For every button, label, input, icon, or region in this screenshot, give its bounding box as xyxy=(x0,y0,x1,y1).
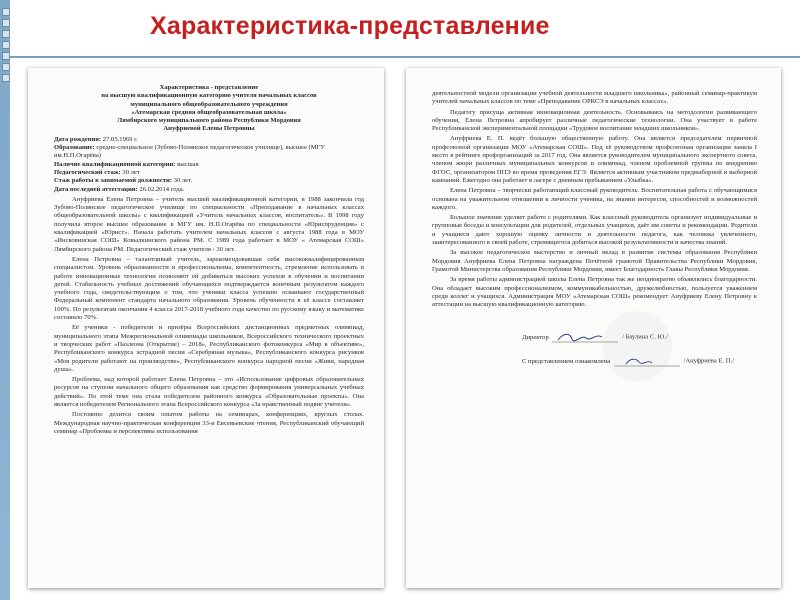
decorative-left-bar xyxy=(0,0,10,600)
body-paragraph: За время работы администрацией школы Елена Петровна так же неоднократно объявлялись благодарности. Она обладает высоким профессионализмом, коммуникабельностью, дружелюбностью, пользуется уважением среди коллег и учащихся. Администрация МОУ «Атемарская СОШ» рекомендует Ануфриеву Елену Петровну к аттестации на высшую квалификационную категорию. xyxy=(432,276,757,309)
document-body xyxy=(54,196,364,436)
body-paragraph: Проблема, над которой работает Елена Петровна – это «Использование цифровых образовательных ресурсов на ступени начального общего образования как средство формирования универсальных учебных действий». По этой теме она стала победителем районного конкурса «Образовательные проекты». Она является победителем Регионального этапа Всероссийского конкурса «За нравственный подвиг учителя». xyxy=(54,376,364,408)
field-label: Дата последней аттестации: xyxy=(54,185,138,193)
field-label: Дата рождения: xyxy=(54,135,102,143)
field-birth-date xyxy=(54,136,364,144)
director-label: Директор xyxy=(522,333,549,341)
field-label: Наличие квалификационной категории: xyxy=(54,160,176,168)
field-value: высшая xyxy=(175,160,199,168)
body-paragraph: Постоянно делится своим опытом работы на семинарах, конференциях, круглых столах. Международная научно-практическая конференция 33-и Евсевьевские чтения, Республиканский обучающий семинар «Проблемы и перспективы использования xyxy=(54,411,364,435)
body-paragraph: Елена Петровна – творчески работающий классный руководитель. Воспитательная работа с обучающимися основана на уважительном отношении к личности ученика, на знании интересов, способностей и возможностей каждого. xyxy=(432,187,757,211)
field-value: средне-специальное (Зубово-Полянское педагогическое училище), высшее (МГУ им.Н.П.Огарёва) xyxy=(54,144,326,160)
body-paragraph: Ануфриева Е. П. ведёт большую общественную работу. Она является председателем первичной профсоюзной организации МОУ «Атемарская СОШ». Под её руководством профсоюзная организация заняла I место в рейтинге профорганизаций за 2017 год. Она является руководителем муниципального экспертного совета, членом жюри различных муниципальных конкурсов и олимпиад, членом проблемной группы по внедрению ФГОС, организатором ППЭ во время проведения ЕГЭ. Является активным участником предвыборной и выборной кампаний. Ежегодно она работает в лагере с дневным пребыванием «Улыбка». xyxy=(432,135,757,184)
header-line: муниципального общеобразовательного учреждения xyxy=(130,100,288,108)
field-position-experience xyxy=(54,177,364,185)
document-body xyxy=(432,90,757,309)
field-label: Педагогический стаж: xyxy=(54,168,121,176)
body-paragraph: деятельностной модели организации учебной деятельности младшего школьника», районный семинар-практикум учителей начальных классов по теме «Преподавание ОРКСЭ в начальных классах». xyxy=(432,90,757,106)
document-page-right xyxy=(406,68,781,588)
field-experience xyxy=(54,169,364,177)
acknowledgement-line xyxy=(432,355,757,367)
body-paragraph: Ануфриева Елена Петровна – учитель высшей квалификационной категории, в 1988 закончила год Зубово-Полянское педагогическое училище по специальности «Преподавание в начальных классах общеобразовательной школы» с квалификацией «Учитель начальных классов, воспитатель». В 1998 году получила второе высшее образование в МГУ им. Н.П.Огарёва по специальности «Юриспруденция» с квалификацией «Юрист». Начала работать учителем начальных классов с августа 1988 года в МОУ «Инсковинская СОШ» Ковылкинского района РМ. С 1989 года работает в МОУ « Атемарская СОШ» Лямбирского района РМ. Педагогический стаж учителя - 30 лет. xyxy=(54,195,364,253)
document-header xyxy=(54,84,364,134)
field-label: Образование: xyxy=(54,144,95,152)
personal-fields xyxy=(54,136,364,194)
director-name: / Баулина С. Ю./ xyxy=(622,333,668,341)
header-line: Лямбирского муниципального района Республики Мордовия xyxy=(117,117,301,125)
header-line: Ануфриевой Елены Петровны xyxy=(163,125,255,133)
field-education xyxy=(54,144,364,161)
field-value: 30 лет. xyxy=(172,177,193,185)
director-signature-line xyxy=(432,331,757,343)
body-paragraph: Большое значение уделяет работе с родителями. Как классный руководитель организует индивидуальные и групповые беседы и консультации для родителей, отдельных учащихся, даёт им советы и рекомендации. Родители и учащиеся дают хорошую оценку личности и деятельности педагога, как человека увлеченного, заинтересованного в своей работе, стремящегося добиться высокой результативности и качества знаний. xyxy=(432,214,757,247)
header-line: на высшую квалификационную категорию учителя начальных классов xyxy=(101,92,317,100)
field-label: Стаж работы в занимаемой должности: xyxy=(54,177,172,185)
field-value: 27.05.1969 г. xyxy=(101,135,138,143)
slide-title: Характеристика-представление xyxy=(150,12,550,40)
header-line: «Атемарская средняя общеобразовательная школа» xyxy=(131,108,287,116)
stamp-seal xyxy=(602,311,672,381)
field-last-attestation xyxy=(54,186,364,194)
signature-scribble xyxy=(612,355,682,367)
signature-block xyxy=(432,331,757,367)
title-divider xyxy=(10,56,800,58)
decorative-squares xyxy=(2,8,9,85)
ack-name: /Ануфриева Е. П./ xyxy=(683,357,734,365)
ack-label: С представлением ознакомлена xyxy=(522,357,611,365)
field-value: 30 лет xyxy=(120,168,140,176)
field-category xyxy=(54,161,364,169)
body-paragraph: Её ученики - победители и призёры Всероссийских дистанционных предметных олимпиад, муниципального этапа Межрегиональной олимпиады школьников, Всероссийского технического проектных и творческих работ «Пазлеона (Открытие) – 2018», Республиканского фотоконкурса «Мир в объективе», Республиканского конкурса эстрадной песни «Серебряная музыка», Республиканского конкурса рисунков «Моя родители работают на производстве», Республиканского конкурса народной песни «Живи, народная душа». xyxy=(54,324,364,373)
body-paragraph: За высокое педагогическое мастерство и личный вклад в развитие системы образования Республики Мордовия Ануфриева Елена Петровна награждена Почётной грамотой Правительства Республики Мордовия, Грамотой Министерства образования Республики Мордовия, имеет Благодарность Главы Республики Мордовия. xyxy=(432,249,757,273)
document-page-left xyxy=(28,68,384,588)
field-value: 26.02.2014 года. xyxy=(137,185,185,193)
body-paragraph: Педагогу присуща активная инновационная деятельность. Основываясь на методологии развивающего обучения, Елена Петровна апробирует различные педагогические технологии. Она участвует в работе Республиканской экспериментальной площадки «Трудовое воспитание младших школьников». xyxy=(432,108,757,133)
header-line: Характеристика - представление xyxy=(159,84,259,91)
body-paragraph: Елена Петровна – талантливый учитель, зарекомендовавшая себя высококвалифицированным специалистом. Уровень образованности и профессионализма, компетентность, стремление использовать в работе инновационные технологии позволяют ей добиваться высоких успехов в обучении и воспитании детей. Стабильность учебных достижений обучающихся подтверждается конечным результатом каждого учебного года, свидетельствующим о том, что ученики класса успешно осваивают государственный Федеральный компонент стандарта начального образования. Уровень обученности в её классе составляет 100%. По результатам окончания 4 класса 2017-2018 учебного года качество по русскому языку и математике составило 70%. xyxy=(54,255,364,322)
